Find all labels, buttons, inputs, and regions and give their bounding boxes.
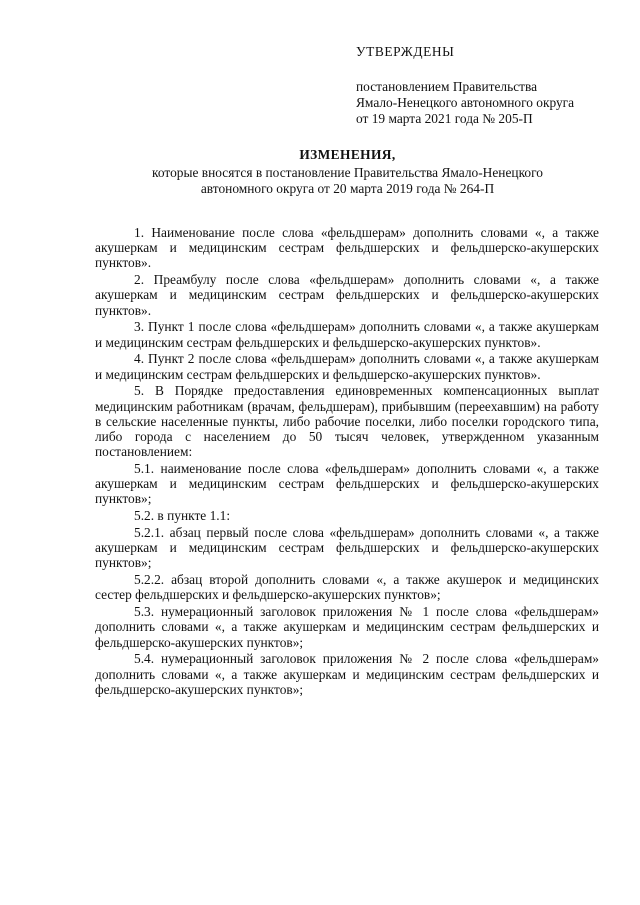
paragraph-5-4: 5.4. нумерационный заголовок приложения № 2 после слова «фельдшерам» дополнить словами «, а также акушеркам и медицинским сестрам фельдшерских и фельдшерско-акушерских пунктов»; <box>95 651 599 697</box>
document-body <box>95 225 599 699</box>
approval-line-region: Ямало-Ненецкого автономного округа <box>356 95 575 110</box>
paragraph-5-2-1: 5.2.1. абзац первый после слова «фельдшерам» дополнить словами «, а также акушеркам и медицинским сестрам фельдшерских и фельдшерско-акушерских пунктов»; <box>95 525 599 571</box>
approval-heading: УТВЕРЖДЕНЫ <box>356 44 455 59</box>
approval-line-date: от 19 марта 2021 года № 205-П <box>356 111 533 126</box>
approval-line-resolution: постановлением Правительства <box>356 79 538 94</box>
document-subtitle-line-2: автономного округа от 20 марта 2019 года № 264-П <box>200 181 495 196</box>
document-title-block <box>95 147 600 197</box>
paragraph-5: 5. В Порядке предоставления единовременных компенсационных выплат медицинским работникам (врачам, фельдшерам), прибывшим (переехавшим) на работу в сельские населенные пункты, либо рабочие поселки, либо поселки городского типа, либо города с населением до 50 тысяч человек, утвержденном указанным постановлением: <box>95 383 599 460</box>
paragraph-4: 4. Пункт 2 после слова «фельдшерам» дополнить словами «, а также акушеркам и медицинским сестрам фельдшерских и фельдшерско-акушерских пунктов». <box>95 351 599 382</box>
paragraph-5-1: 5.1. наименование после слова «фельдшерам» дополнить словами «, а также акушеркам и медицинским сестрам фельдшерских и фельдшерско-акушерских пунктов»; <box>95 461 599 507</box>
paragraph-5-2: 5.2. в пункте 1.1: <box>134 508 231 524</box>
document-subtitle-line-1: которые вносятся в постановление Правительства Ямало-Ненецкого <box>152 165 543 180</box>
paragraph-2: 2. Преамбулу после слова «фельдшерам» дополнить словами «, а также акушеркам и медицинским сестрам фельдшерских и фельдшерско-акушерских пунктов». <box>95 272 599 318</box>
paragraph-5-2-2: 5.2.2. абзац второй дополнить словами «, а также акушерок и медицинских сестер фельдшерских и фельдшерско-акушерских пунктов»; <box>95 572 599 603</box>
document-title: ИЗМЕНЕНИЯ, <box>299 147 396 162</box>
approval-block <box>356 44 626 127</box>
paragraph-5-3: 5.3. нумерационный заголовок приложения № 1 после слова «фельдшерам» дополнить словами «, а также акушеркам и медицинским сестрам фельдшерских и фельдшерско-акушерских пунктов»; <box>95 604 599 650</box>
paragraph-3: 3. Пункт 1 после слова «фельдшерам» дополнить словами «, а также акушеркам и медицинским сестрам фельдшерских и фельдшерско-акушерских пунктов». <box>95 319 599 350</box>
paragraph-1: 1. Наименование после слова «фельдшерам» дополнить словами «, а также акушеркам и медицинским сестрам фельдшерских и фельдшерско-акушерских пунктов». <box>95 225 599 271</box>
